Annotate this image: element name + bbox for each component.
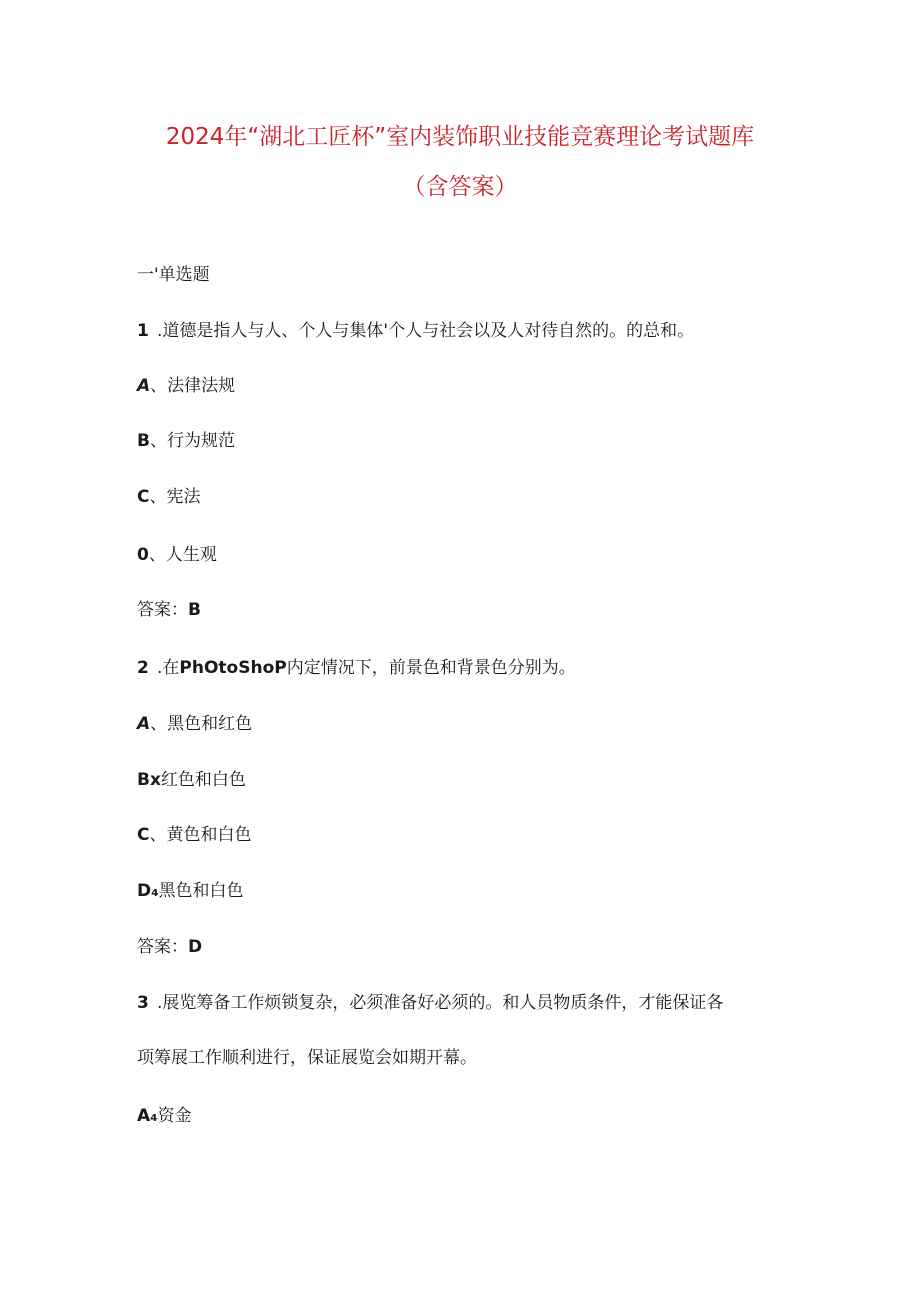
option-separator: 、 — [149, 487, 167, 507]
option-label: 0 — [137, 545, 149, 565]
question-number: 1 — [137, 321, 149, 341]
option-label: B — [137, 431, 150, 451]
question-number: 2 — [137, 658, 149, 678]
option-c — [137, 823, 251, 847]
question-text-software: PhOtoShoP — [179, 658, 287, 678]
document-subtitle: （含答案） — [402, 174, 518, 200]
answer-value: B — [188, 600, 201, 620]
option-separator: 、 — [149, 825, 167, 845]
option-separator: 、 — [150, 376, 168, 396]
option-label: A — [137, 714, 151, 734]
document-title: 2024年“湖北工匠杯”室内装饰职业技能竞赛理论考试题库 — [165, 124, 755, 150]
answer-line — [137, 598, 201, 622]
option-text: 资金 — [157, 1106, 192, 1126]
option-label: C — [137, 487, 150, 507]
section-heading: 一'单选题 — [137, 265, 210, 285]
option-text: 黑色和红色 — [167, 714, 253, 734]
option-label: A₄ — [137, 1106, 158, 1126]
question-1 — [137, 319, 694, 343]
question-3 — [137, 991, 723, 1015]
option-c — [137, 485, 200, 509]
question-text-pre: .在 — [157, 658, 180, 678]
answer-prefix: 答案： — [137, 600, 188, 620]
question-text-post: 内定情况下，前景色和背景色分别为。 — [286, 658, 576, 678]
option-label: C — [137, 825, 150, 845]
answer-prefix: 答案： — [137, 937, 188, 957]
option-label: Bx — [137, 770, 161, 790]
option-label: D₄ — [137, 881, 159, 901]
option-d — [137, 879, 244, 903]
question-text: .道德是指人与人、个人与集体'个人与社会以及人对待自然的。的总和。 — [157, 321, 695, 341]
option-separator: 、 — [148, 545, 166, 565]
option-text: 人生观 — [165, 545, 217, 565]
option-a — [137, 1104, 192, 1128]
answer-value: D — [188, 937, 203, 957]
option-b — [137, 429, 235, 453]
option-text: 黑色和白色 — [158, 881, 244, 901]
answer-line — [137, 935, 202, 959]
option-text: 宪法 — [166, 487, 201, 507]
question-text: .展览筹备工作烦锁复杂，必须准备好必须的。和人员物质条件，才能保证各 — [157, 993, 724, 1013]
option-a — [137, 712, 252, 736]
question-number: 3 — [137, 993, 149, 1013]
option-d — [137, 543, 217, 567]
option-text: 红色和白色 — [160, 770, 246, 790]
option-separator: 、 — [149, 431, 167, 451]
option-text: 法律法规 — [167, 376, 236, 396]
question-3-continued: 项筹展工作顺利进行，保证展览会如期开幕。 — [137, 1048, 477, 1068]
option-text: 黄色和白色 — [166, 825, 252, 845]
option-b — [137, 768, 246, 792]
option-separator: 、 — [150, 714, 168, 734]
question-2 — [137, 656, 576, 680]
option-text: 行为规范 — [166, 431, 235, 451]
option-a — [137, 374, 235, 398]
option-label: A — [137, 376, 151, 396]
